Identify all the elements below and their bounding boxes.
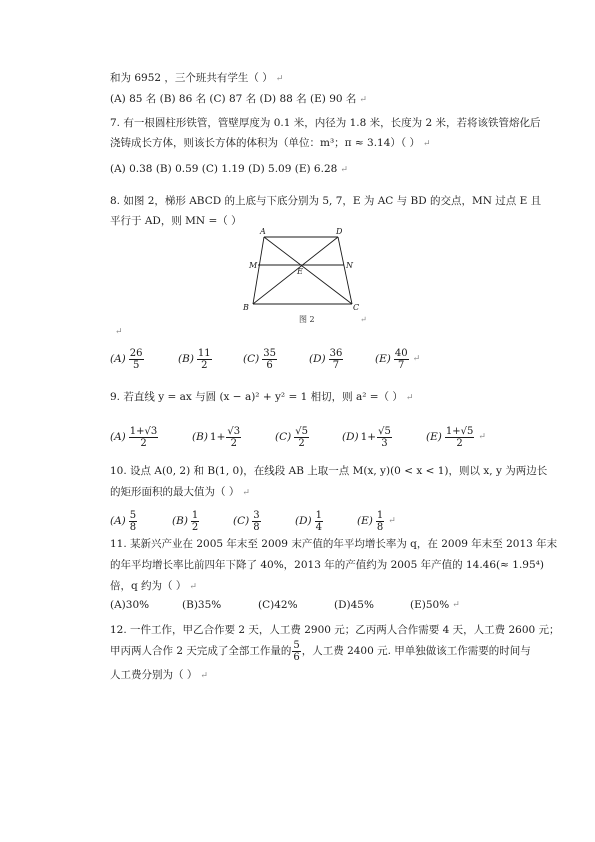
q8-option-c: (C) $\frac{35}{6}$ [243,347,276,371]
label-n: N [346,261,353,270]
q8-option-e: (E) $\frac{40}{7}$ ↵ [375,347,421,371]
q8-option-d: (D) $\frac{36}{7}$ [309,347,343,371]
q9-option-e: (E) $\frac{1+√5}{2}$ ↵ [426,425,486,449]
question-12-line-3: 人工费分别为（ ） ↵ [110,669,208,681]
question-10-line-2: 的矩形面积的最大值为（ ） ↵ [110,486,250,498]
question-8-options [110,344,490,374]
question-12-line-1: 12. 一件工作，甲乙合作要 2 天，人工费 2900 元；乙丙两人合作需要 4 天，人工费 2600 元； [110,624,560,636]
label-c: C [353,303,360,312]
question-6-tail: 和为 6952 ，三个班共有学生（ ） ↵ [110,72,284,84]
q8-option-a: (A) $\frac{26}{5}$ [110,347,143,371]
q8-option-b: (B) $\frac{11}{2}$ [178,347,211,371]
question-7-line-2: 浇铸成长方体，则该长方体的体积为（单位：m³；π ≈ 3.14）（ ） ↵ [110,137,431,149]
q9-option-a: (A) $\frac{1+√3}{2}$ [110,425,158,449]
q11-option-e: (E)50% ↵ [410,599,460,611]
question-7-line-1: 7. 有一根圆柱形铁管，管壁厚度为 0.1 米，内径为 1.8 米，长度为 2 米，若将该铁管熔化后 [110,117,541,129]
question-11-line-1: 11. 某新兴产业在 2005 年末至 2009 末产值的年平均增长率为 q，在 2009 年末至 2013 年末 [110,538,558,550]
q10-option-c: (C) $\frac{3}{8}$ [233,509,260,533]
q9-option-c: (C) $\frac{√5}{2}$ [275,425,308,449]
side-dc [338,237,352,304]
figure-return-mark: ↵ [360,315,367,324]
diagonal-ac [264,237,352,304]
label-e: E [297,267,303,276]
q12-fraction: $\frac{5}{6}$ [293,639,300,663]
question-11-line-3: 倍，q 约为（ ） ↵ [110,580,197,592]
q10-option-a: (A) $\frac{5}{8}$ [110,509,137,533]
q9-option-d: (D) 1+ $\frac{√5}{3}$ [342,425,391,449]
figure-caption: 图 2 [299,315,315,324]
question-11-options [110,593,490,617]
diagonal-bd [253,237,338,304]
question-7-options: (A) 0.38 (B) 0.59 (C) 1.19 (D) 5.09 (E) 6.28 ↵ [110,163,348,175]
q11-option-b: (B)35% [182,599,222,611]
q10-option-e: (E) $\frac{1}{8}$ ↵ [357,509,396,533]
side-ab [253,237,264,304]
question-6-options: (A) 85 名 (B) 86 名 (C) 87 名 (D) 88 名 (E) 90 名 ↵ [110,93,367,105]
question-8-line-1: 8. 如图 2，梯形 ABCD 的上底与下底分别为 5, 7，E 为 AC 与 BD 的交点，MN 过点 E 且 [110,195,542,207]
label-b: B [243,303,249,312]
question-10-options [110,506,490,536]
q10-option-d: (D) $\frac{1}{4}$ [295,509,322,533]
q10-option-b: (B) $\frac{1}{2}$ [172,509,199,533]
label-m: M [249,261,258,270]
question-12-line-2: 甲丙两人合作 2 天完成了全部工作量的 $\frac{5}{6}$ ，人工费 2400 元. 甲单独做该工作需要的时间与 [110,639,531,663]
question-10-line-1: 10. 设点 A(0, 2) 和 B(1, 0)，在线段 AB 上取一点 M(x, y)(0 < x < 1)，则以 x, y 为两边长 [110,465,548,477]
q11-option-c: (C)42% [258,599,298,611]
question-9-line: 9. 若直线 y = ax 与圆 (x − a)² + y² = 1 相切，则 a² =（ ） ↵ [110,391,414,403]
trapezoid-figure [240,224,370,334]
question-9-options [110,422,490,452]
label-a: A [260,227,266,236]
label-d: D [336,227,343,236]
return-mark: ↵ [115,327,123,337]
q9-option-b: (B) 1+ $\frac{√3}{2}$ [192,425,241,449]
question-11-line-2: 的年平均增长率比前四年下降了 40%，2013 年的产值约为 2005 年产值的 14.46(≈ 1.95⁴) [110,559,544,571]
q11-option-a: (A)30% [110,599,150,611]
question-8-line-2: 平行于 AD，则 MN =（ ） [110,215,242,227]
q11-option-d: (D)45% [334,599,374,611]
